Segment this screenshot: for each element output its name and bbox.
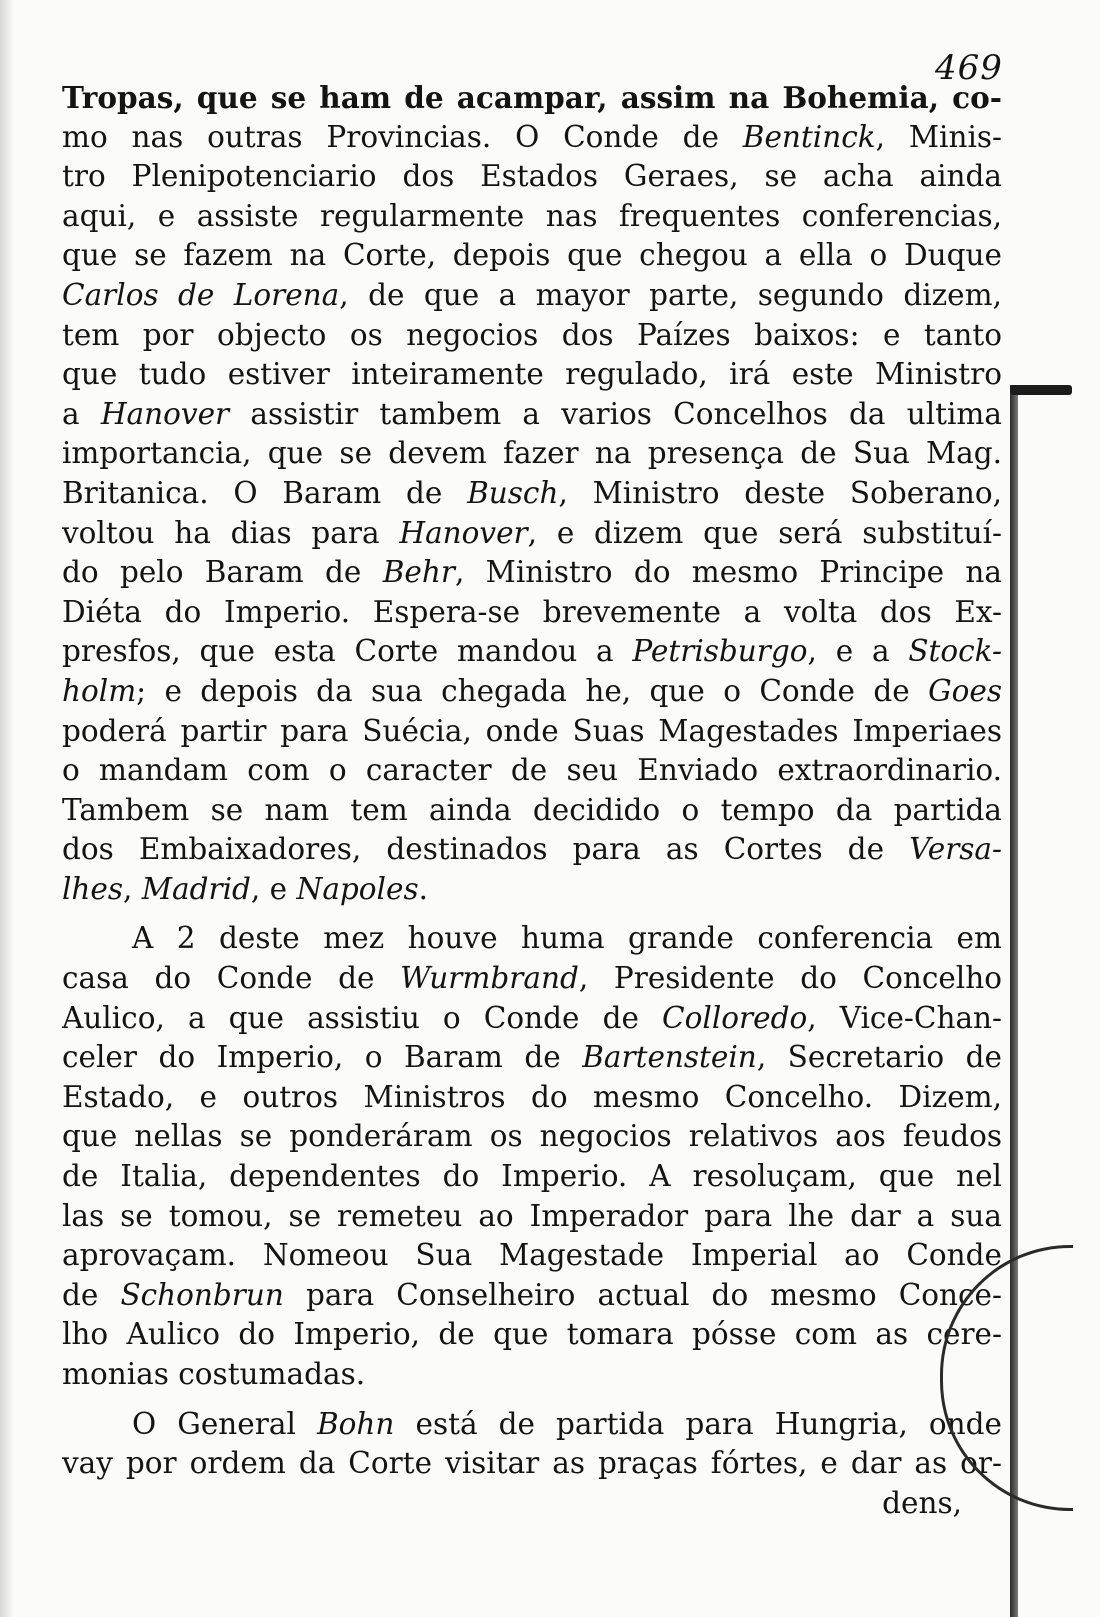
text-line <box>62 1444 1002 1484</box>
text-run: celer do Imperio, o Baram de <box>62 1040 583 1075</box>
italic-name: Busch <box>467 475 559 510</box>
text-run: ; e depois da sua chegada he, que o Conde de <box>136 673 929 708</box>
text-line <box>62 1157 1002 1197</box>
text-run: , Ministro deste Soberano, <box>558 475 1002 510</box>
italic-name: Behr <box>382 555 455 590</box>
text-line <box>62 959 1002 999</box>
text-line <box>62 236 1002 276</box>
paragraph-gap <box>62 1395 1002 1405</box>
text-run: , Secretario de <box>756 1040 1002 1075</box>
text-line <box>62 1038 1002 1078</box>
text-line <box>62 791 1002 831</box>
text-line <box>62 1315 1002 1355</box>
text-run: O General <box>132 1406 317 1441</box>
text-run: vay por ordem da Corte visitar as praças fórtes, e dar as or- <box>62 1446 1002 1481</box>
text-line <box>62 78 1002 118</box>
text-line <box>62 751 1002 791</box>
text-run: dos Embaixadores, destinados para as Cortes de <box>62 832 910 867</box>
paragraph-gap <box>62 909 1002 919</box>
text-line <box>62 355 1002 395</box>
text-run: , e <box>250 871 297 906</box>
italic-name: holm <box>62 673 137 708</box>
italic-name: Goes <box>928 673 1002 708</box>
text-run: , Ministro do mesmo Principe na <box>454 555 1002 590</box>
text-run: voltou ha dias para <box>62 515 400 550</box>
text-line <box>62 632 1002 672</box>
text-run: casa do Conde de <box>62 961 401 996</box>
text-run: , e a <box>807 634 909 669</box>
body-text <box>62 78 1002 1523</box>
text-run: Diéta do Imperio. Espera-se brevemente a volta dos Ex- <box>62 594 1002 629</box>
text-run: assistir tambem a varios Concelhos da ultima <box>229 396 1002 431</box>
text-run: , Presidente do Concelho <box>578 961 1003 996</box>
text-line <box>62 672 1002 712</box>
text-run: , de que a mayor parte, segundo dizem, <box>339 277 1002 312</box>
text-run: Estado, e outros Ministros do mesmo Concelho. Dizem, <box>62 1079 1002 1114</box>
italic-name: Stock- <box>908 634 1002 669</box>
text-run: A 2 deste mez houve huma grande conferencia em <box>132 921 1002 956</box>
binding-edge <box>1010 385 1100 1617</box>
text-line <box>62 1078 1002 1118</box>
text-run: para Conselheiro actual do mesmo Conce- <box>283 1277 1002 1312</box>
text-line <box>62 474 1002 514</box>
text-run: , Minis- <box>875 119 1002 154</box>
text-run: o mandam com o caracter de seu Enviado extraordinario. <box>62 753 1002 788</box>
italic-name: Madrid <box>141 871 251 906</box>
text-run: tem por objecto os negocios dos Paízes baixos: e tanto <box>62 317 1002 352</box>
italic-name: Colloredo <box>662 1000 808 1035</box>
italic-name: Schonbrun <box>120 1277 284 1312</box>
text-run: , Vice-Chan- <box>807 1000 1002 1035</box>
italic-name: Carlos de Lorena <box>62 277 340 312</box>
text-run: presfos, que esta Corte mandou a <box>62 634 633 669</box>
text-line <box>62 434 1002 474</box>
text-run: tro Plenipotenciario dos Estados Geraes, se acha ainda <box>62 159 1002 194</box>
text-run: a <box>62 396 101 431</box>
text-line <box>62 593 1002 633</box>
italic-name: Bentinck <box>742 119 876 154</box>
page-number: 469 <box>935 48 1003 88</box>
text-line <box>62 1236 1002 1276</box>
catchword <box>62 1484 1002 1524</box>
text-line <box>62 1117 1002 1157</box>
text-run: aprovaçam. Nomeou Sua Magestade Imperial ao Conde <box>62 1238 1002 1273</box>
text-run: poderá partir para Suécia, onde Suas Magestades Imperiaes <box>62 713 1002 748</box>
text-run: aqui, e assiste regularmente nas frequentes conferencias, <box>62 198 1002 233</box>
text-line <box>62 1405 1002 1445</box>
text-line <box>62 118 1002 158</box>
italic-name: Wurmbrand <box>400 961 579 996</box>
text-line <box>62 395 1002 435</box>
text-run: monias costumadas. <box>62 1357 366 1391</box>
text-run: Aulico, a que assistiu o Conde de <box>62 1000 663 1035</box>
text-run: las se tomou, se remeteu ao Imperador para lhe dar a sua <box>62 1198 1002 1233</box>
text-line <box>62 1276 1002 1316</box>
text-run: do pelo Baram de <box>62 555 383 590</box>
text-run: Tambem se nam tem ainda decidido o tempo da partida <box>62 792 1002 827</box>
italic-name: Petrisburgo <box>632 634 808 669</box>
text-line <box>62 197 1002 237</box>
text-run: Tropas, que se ham de acampar, assim na Bohemia, co- <box>62 80 1002 115</box>
text-line <box>62 514 1002 554</box>
text-run: lho Aulico do Imperio, de que tomara pósse com as cere- <box>62 1317 1002 1352</box>
italic-name: Hanover <box>399 515 528 550</box>
text-line <box>62 157 1002 197</box>
text-line <box>62 830 1002 870</box>
text-line <box>62 1197 1002 1237</box>
italic-name: Versa- <box>909 832 1002 867</box>
binding-mark-top <box>1010 385 1072 395</box>
text-run: dens, <box>882 1485 962 1520</box>
text-run: mo nas outras Provincias. O Conde de <box>62 119 743 154</box>
italic-name: lhes <box>62 871 124 906</box>
text-line <box>62 712 1002 752</box>
text-run: que tudo estiver inteiramente regulado, irá este Ministro <box>62 357 1002 392</box>
text-run: , <box>123 871 142 906</box>
text-line <box>62 919 1002 959</box>
italic-name: Hanover <box>100 396 230 431</box>
text-line <box>62 316 1002 356</box>
text-run: está de partida para Hungria, onde <box>394 1406 1003 1441</box>
text-run: que nellas se ponderáram os negocios relativos aos feudos <box>62 1119 1002 1154</box>
text-run: . <box>418 871 428 906</box>
italic-name: Bohn <box>316 1406 395 1441</box>
text-line <box>62 999 1002 1039</box>
text-run: de <box>62 1277 121 1312</box>
text-line <box>62 276 1002 316</box>
text-run: de Italia, dependentes do Imperio. A resoluçam, que nel <box>62 1159 1002 1194</box>
text-run: importancia, que se devem fazer na presença de Sua Mag. <box>62 436 1002 471</box>
text-run: Britanica. O Baram de <box>62 475 468 510</box>
text-run: que se fazem na Corte, depois que chegou a ella o Duque <box>62 238 1002 273</box>
italic-name: Bartenstein <box>582 1040 757 1075</box>
italic-name: Napoles <box>296 871 419 906</box>
text-run: , e dizem que será substituí- <box>527 515 1002 550</box>
text-line <box>62 870 1002 910</box>
text-line <box>62 1355 1002 1395</box>
text-line <box>62 553 1002 593</box>
page-gutter-shadow <box>0 0 14 1617</box>
